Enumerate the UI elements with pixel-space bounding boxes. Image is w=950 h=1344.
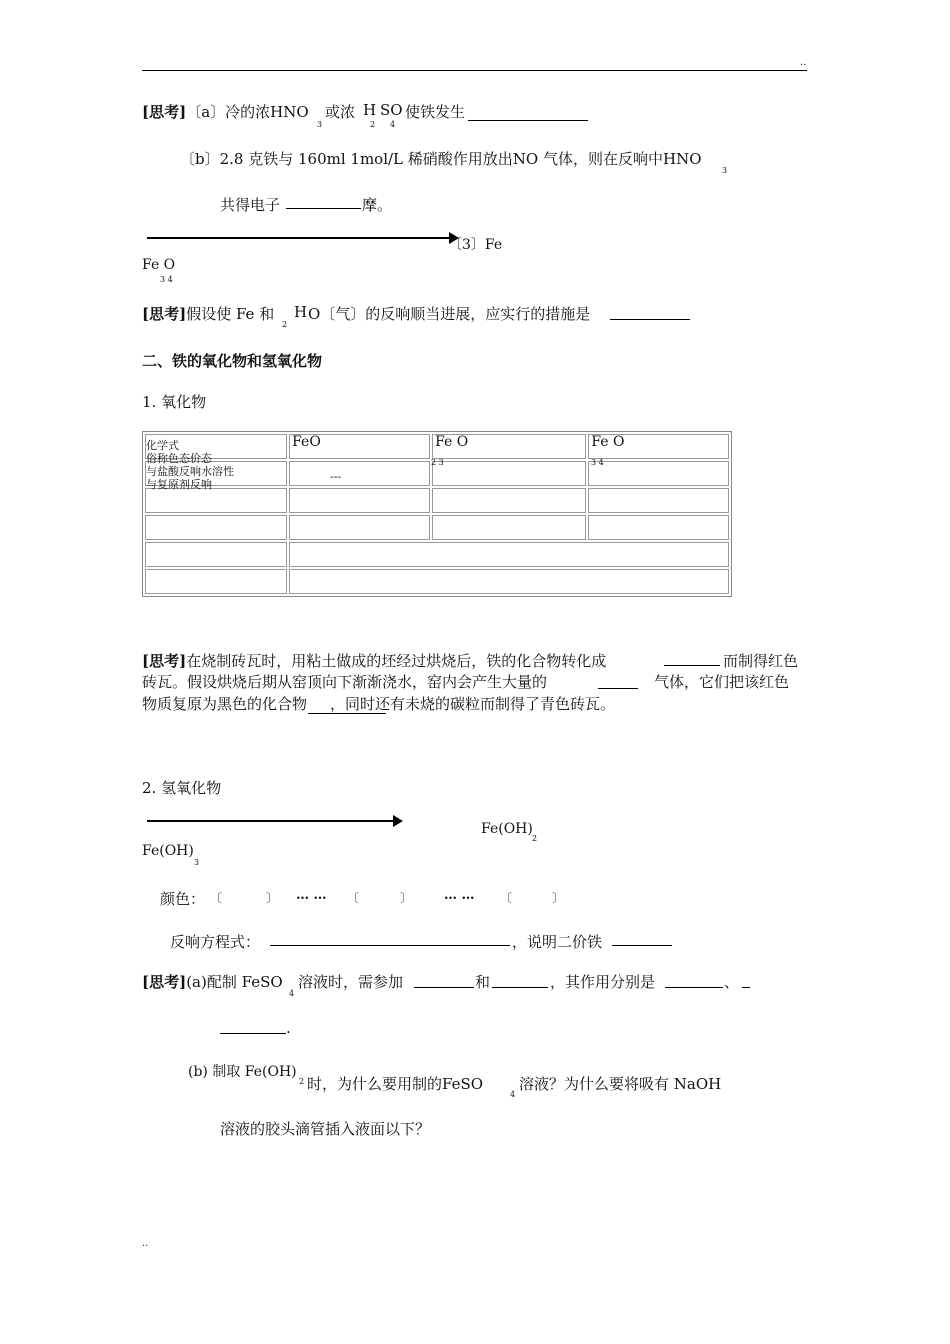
h-subscript: 2 — [370, 120, 376, 129]
hydroxide-arrowhead — [393, 815, 403, 827]
fe-oh-3-subscript: 3 — [194, 858, 200, 867]
q2-text-b: O〔气〕的反响顺当进展，应实行的措施是 — [308, 305, 591, 323]
q1-line-b: 〔b〕2.8 克铁与 160ml 1mol/L 稀硝酸作用放出NO 气体，则在反响中HNO — [180, 150, 702, 168]
color-paren-open-1: 〔 — [210, 891, 223, 905]
q3-blank-2[interactable] — [598, 688, 638, 689]
header-dots: .. — [800, 57, 807, 68]
q3-line2-a: 砖瓦。假设烘烧后期从窑顶向下渐渐浇水，窑内会产生大量的 — [142, 673, 548, 691]
section2-title: 二、铁的氧化物和氢氧化物 — [142, 352, 323, 370]
ellipsis-1: … … — [296, 888, 327, 903]
table-cell[interactable] — [289, 461, 430, 486]
so-subscript: 4 — [390, 120, 396, 129]
color-paren-open-3: 〔 — [500, 891, 513, 905]
table-header-fe3o4: Fe O — [588, 434, 729, 459]
q4-blank-role-2-start[interactable] — [742, 987, 750, 988]
q3-line1-b: 而制得红色 — [723, 652, 799, 670]
q4-b-prefix: (b) 制取 Fe(OH) — [188, 1064, 297, 1080]
q3-line3-a: 物质复原为黑色的化合物 — [142, 695, 308, 713]
q1-electrons-suffix: 摩。 — [362, 196, 393, 214]
q4-b-subscript: 2 — [299, 1077, 305, 1086]
b-hno3-subscript: 3 — [722, 166, 728, 175]
q2-measure-blank[interactable] — [610, 319, 690, 320]
header-rule — [142, 70, 807, 71]
q1-so: SO — [380, 101, 403, 119]
q4-b-line2: 溶液的胶头滴管插入液面以下？ — [220, 1120, 431, 1138]
q4-a-mid: 溶液时，需参加 — [298, 973, 404, 991]
q4-line-a: [思考](a)配制 FeSO — [142, 973, 283, 991]
q1-electrons-prefix: 共得电子 — [220, 196, 281, 214]
table-cell — [145, 515, 287, 540]
reaction3-arrow-line — [147, 237, 450, 239]
q3-line2-b: 气体，它们把该红色 — [654, 673, 790, 691]
table-cell[interactable] — [289, 515, 430, 540]
section2-sub2: 2. 氢氧化物 — [142, 779, 222, 797]
q3-blank-1[interactable] — [664, 665, 720, 666]
row-label-formula: 化学式 — [146, 439, 179, 452]
table-cell[interactable] — [588, 488, 729, 513]
q4-role: ，其作用分别是 — [550, 973, 656, 991]
q4-dunhao: 、 — [724, 973, 740, 991]
color-paren-close-1: 〕 — [266, 891, 279, 905]
table-cell[interactable] — [289, 488, 430, 513]
q4-and: 和 — [475, 973, 491, 991]
reaction3-product: Fe O — [142, 257, 176, 273]
table-row — [145, 515, 729, 540]
color-paren-close-3: 〕 — [552, 891, 565, 905]
hno3-subscript: 3 — [317, 120, 323, 129]
equation-blank[interactable] — [270, 945, 510, 946]
fe3o4-subs: 3 4 — [591, 458, 604, 467]
table-cell — [145, 542, 287, 567]
q1-line-a: [思考]〔a〕冷的浓HNO — [142, 103, 309, 121]
q4-blank-role-1[interactable] — [665, 987, 723, 988]
fe-oh-3: Fe(OH) — [142, 843, 194, 859]
row-label-hcl: 与盐酸反响水溶性 — [146, 465, 234, 478]
think-label: [思考] — [142, 103, 187, 121]
fe-oh-2-subscript: 2 — [532, 834, 538, 843]
reaction3-product-subs: 3 4 — [160, 275, 173, 284]
row-label-name: 俗称色态价态 — [146, 452, 212, 465]
color-label: 颜色： — [160, 890, 206, 908]
color-paren-open-2: 〔 — [347, 891, 360, 905]
table-row — [145, 569, 729, 594]
table-cell — [145, 569, 287, 594]
ellipsis-2: … … — [444, 888, 475, 903]
q4-b-feso4-subscript: 4 — [510, 1090, 516, 1099]
q4-feso4-subscript: 4 — [289, 989, 295, 998]
table-header-fe2o3: Fe O — [432, 434, 586, 459]
table-cell[interactable] — [588, 515, 729, 540]
reaction3-label: 〔3〕Fe — [448, 237, 503, 253]
q4-period: . — [286, 1019, 291, 1037]
table-cell[interactable] — [432, 515, 586, 540]
table-cell-merged[interactable] — [289, 569, 729, 594]
equation-label: 反响方程式： — [170, 933, 261, 951]
q3-line3-b: ，同时还有未烧的碳粒而制得了青色砖瓦。 — [330, 695, 616, 713]
color-paren-close-2: 〕 — [400, 891, 413, 905]
explain-blank[interactable] — [612, 945, 672, 946]
q1-h: H — [363, 101, 377, 119]
table-cell[interactable] — [432, 461, 586, 486]
q2-h: H — [294, 303, 308, 321]
fe-oh-2: Fe(OH) — [481, 821, 533, 837]
q1-a-blank[interactable] — [468, 120, 588, 121]
q1-makes-iron: 使铁发生 — [405, 103, 466, 121]
q4-b-tail: 溶液？为什么要将吸有 NaOH — [519, 1075, 722, 1093]
footer-dots: .. — [142, 1238, 149, 1249]
table-cell-merged[interactable] — [289, 542, 729, 567]
feo-valence-dashes: --- — [330, 470, 342, 483]
table-row — [145, 542, 729, 567]
table-cell[interactable] — [588, 461, 729, 486]
q4-blank-role-2[interactable] — [220, 1033, 286, 1034]
q1-or-conc: 或浓 — [325, 103, 356, 121]
row-label-reducer: 与复原剂反响 — [146, 478, 212, 491]
table-header-feo: FeO — [289, 434, 430, 459]
section2-sub1: 1. 氧化物 — [142, 393, 207, 411]
q2-line: [思考]假设使 Fe 和 — [142, 305, 275, 323]
q4-blank-add-2[interactable] — [492, 987, 548, 988]
hydroxide-arrow-line — [147, 820, 394, 822]
q1-electrons-blank[interactable] — [286, 208, 361, 209]
fe2o3-subs: 2 3 — [431, 458, 444, 467]
table-row-labels — [146, 439, 234, 492]
q4-b-mid: 时，为什么要用制的FeSO — [307, 1075, 484, 1093]
q3-line1: [思考]在烧制砖瓦时，用粘土做成的坯经过烘烧后，铁的化合物转化成 — [142, 652, 607, 670]
equation-explain: ，说明二价铁 — [512, 933, 603, 951]
table-cell[interactable] — [432, 488, 586, 513]
q2-h-subscript: 2 — [282, 320, 288, 329]
q4-blank-add-1[interactable] — [414, 987, 474, 988]
